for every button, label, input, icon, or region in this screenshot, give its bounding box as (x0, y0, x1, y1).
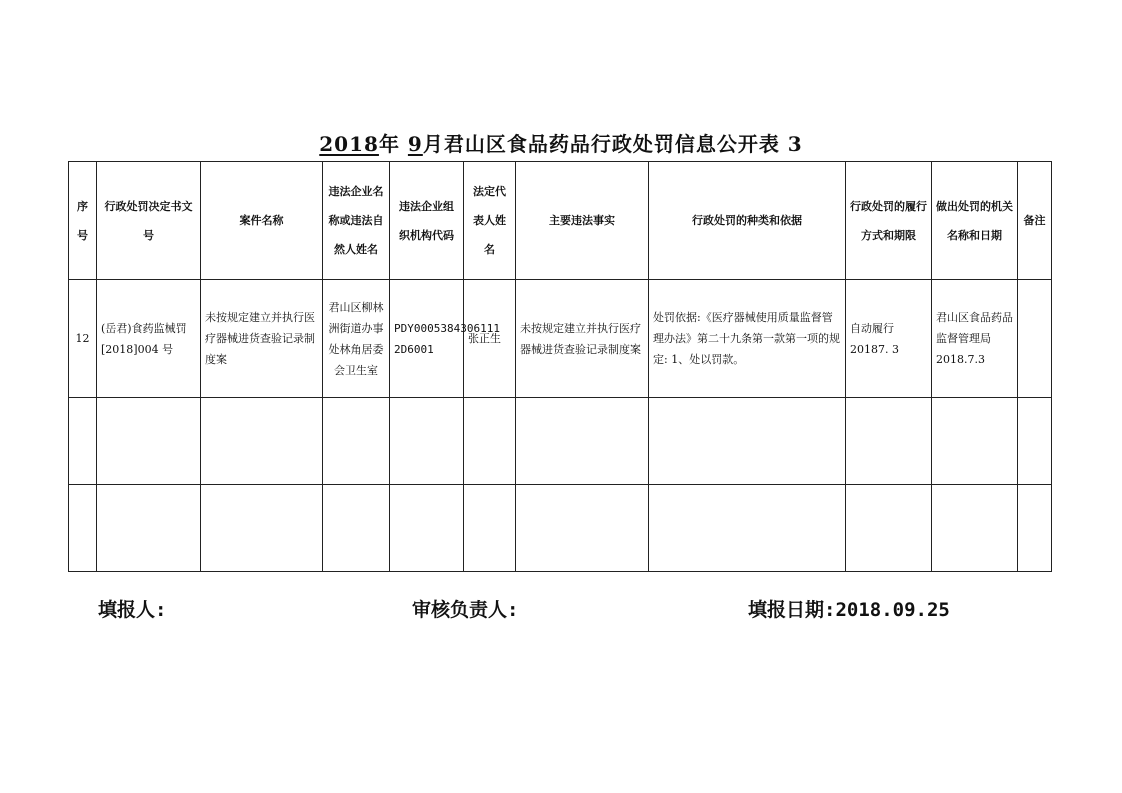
cell-authority: 君山区食品药品监督管理局 2018.7.3 (932, 280, 1018, 398)
header-authority: 做出处罚的机关名称和日期 (932, 162, 1018, 280)
cell-facts: 未按规定建立并执行医疗器械进货查验记录制度案 (516, 280, 649, 398)
table-row-empty (69, 485, 1052, 572)
cell-case-name: 未按规定建立并执行医疗器械进货查验记录制度案 (201, 280, 323, 398)
header-org-code: 违法企业组织机构代码 (390, 162, 464, 280)
header-doc-no: 行政处罚决定书文号 (97, 162, 201, 280)
header-execution: 行政处罚的履行方式和期限 (846, 162, 932, 280)
fill-date-value: 2018.09.25 (835, 599, 950, 621)
cell-execution: 自动履行 20187. 3 (846, 280, 932, 398)
page-title (0, 128, 1122, 157)
title-month: 9 (407, 132, 423, 156)
header-facts: 主要违法事实 (516, 162, 649, 280)
fill-date-label: 填报日期: (748, 599, 836, 621)
header-penalty: 行政处罚的种类和依据 (649, 162, 846, 280)
cell-remarks (1018, 280, 1052, 398)
title-year: 2018 (319, 132, 379, 156)
penalty-table (68, 161, 1052, 572)
cell-penalty: 处罚依据:《医疗器械使用质量监督管理办法》第二十九条第一款第一项的规定: 1、处以罚款。 (649, 280, 846, 398)
header-violator: 违法企业名称或违法自然人姓名 (323, 162, 390, 280)
cell-doc-no: (岳君)食药监械罚[2018]004 号 (97, 280, 201, 398)
header-seq: 序号 (69, 162, 97, 280)
table-header-row (69, 162, 1052, 280)
header-remarks: 备注 (1018, 162, 1052, 280)
filler-label: 填报人: (98, 599, 167, 621)
title-year-suffix: 年 (378, 132, 408, 156)
table-row-empty (69, 398, 1052, 485)
reviewer-label: 审核负责人: (412, 599, 519, 621)
form-footer (0, 595, 1122, 623)
fill-date (748, 595, 950, 622)
cell-legal-rep: 张正生 (464, 280, 516, 398)
cell-org-code: PDY0005384306111 2D6001 (390, 280, 464, 398)
cell-violator: 君山区柳林洲街道办事处林角居委会卫生室 (323, 280, 390, 398)
title-rest: 月君山区食品药品行政处罚信息公开表 3 (422, 132, 803, 156)
header-case-name: 案件名称 (201, 162, 323, 280)
cell-seq: 12 (69, 280, 97, 398)
header-legal-rep: 法定代表人姓名 (464, 162, 516, 280)
table-row (69, 280, 1052, 398)
